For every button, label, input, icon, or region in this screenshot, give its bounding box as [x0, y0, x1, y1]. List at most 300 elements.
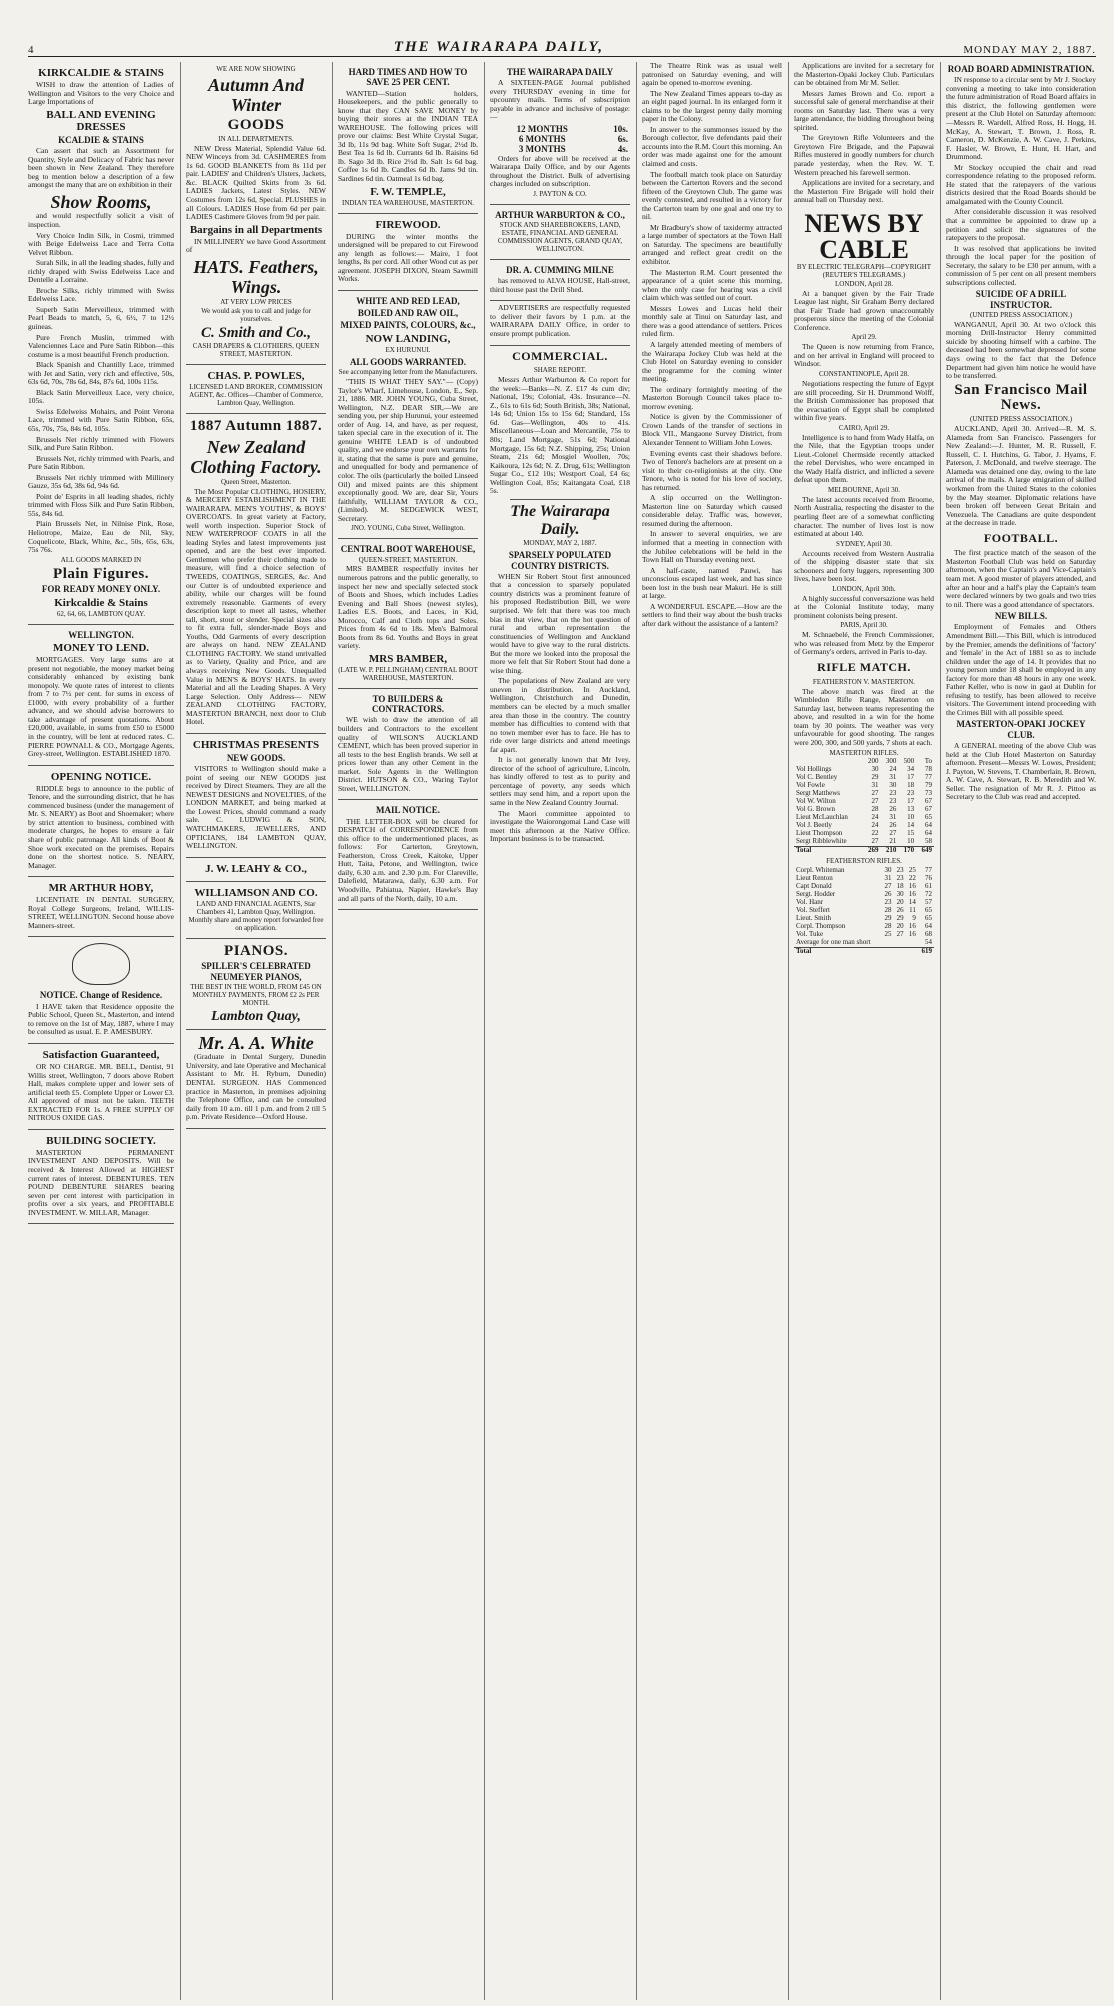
score-cell: 25 — [884, 929, 892, 938]
ad-text: EX HURUNUI. — [385, 345, 431, 354]
score-cell: 210 — [881, 847, 899, 855]
indian-tea-ad — [338, 62, 478, 214]
ad-text: STOCK AND SHAREBROKERS, LAND, ESTATE, FINANCIAL AND GENERAL COMMISSION AGENTS, GRAND QUAY, WELLINGTON. — [497, 221, 623, 254]
ad-subheading: KCALDIE & STAINS — [58, 134, 144, 145]
score-cell: 26 — [889, 805, 897, 814]
news-paragraph: The Masterton R.M. Court presented the appearance of a quiet scene this morning, when the only case for hearing was a civil claim which was settled out of court. — [642, 267, 782, 303]
list-item: Broche Silks, richly trimmed with Swiss Edelweiss Lace. — [28, 285, 174, 304]
ad-text: RIDDLE begs to announce to the public of Tenore, and the surrounding district, that he has commenced business (under the management of Mr. S. NEARY) as Boot and Shoemaker; where by strict attention to business, combined with moderate charges, he hopes to ensure a fair share of public patronage. All kinds of Boot & Shoe work executed on the premises. Repairs done on the shortest notice. S. NEARY, Manager. — [28, 783, 174, 870]
ad-text: See accompanying letter from the Manufacturers. — [338, 368, 478, 377]
article-paragraph: The populations of New Zealand are very uneven in distribution. In Auckland, Wellington, Christchurch and Dunedin, members can be elected by a much smaller area than those in the country. The country member has difficulties to contend with that no town member ever has to face. He has to ride over large districts and attend meetings far apart. — [490, 676, 630, 754]
list-item: Brussels Net, richly trimmed with Pearls, and Pure Satin Ribbon. — [28, 453, 174, 472]
article-paragraph: WHEN Sir Robert Stout first announced that a concession to sparsely populated country districts was a prominent feature of his proposed Redistribution Bill, we were surprised. We felt that there was too much bias in that view, that on the hot question of rural and urban representation the constituencies of Wellington and Auckland would have to give way to the rural districts. But the more we looked into the proposal the more we felt that Sir Robert Stout had done a wise thing. — [490, 571, 630, 675]
news-paragraph: Employment of Females and Others Amendment Bill.—This Bill, which is introduced by the Premier, amends the definitions of 'factory' and 'female' in the Act of 1881 so as to include children under the age of 14. It provides that no young person under 18 shall be employed in any factory for more than 48 hours in any one week. Father Keller, who is now in gaol at Dublin for refusing to testify, has been allowed to receive visitors. The Government intend proceeding with the Crimes Bill with all possible speed. — [946, 622, 1096, 717]
ad-address: QUEEN-STREET, MASTERTON. — [358, 555, 458, 564]
cable-news — [794, 281, 934, 657]
news-paragraph: A largely attended meeting of members of the Wairarapa Jockey Club was held at the Club Hotel on Saturday evening to consider the programme for the coming winter meeting. — [642, 339, 782, 384]
score-cell: 64 — [925, 821, 932, 830]
column-6 — [794, 62, 934, 2000]
dateline: SYDNEY, April 30. — [836, 539, 892, 548]
ad-address: J. PAYTON & CO. — [533, 189, 587, 198]
score-cell: 58 — [925, 837, 932, 846]
rate-price: 4s. — [617, 144, 628, 155]
section-subheading: (UNITED PRESS ASSOCIATION.) — [969, 415, 1073, 424]
score-cell — [881, 939, 893, 947]
ad-heading: Bargains in all Departments — [189, 223, 323, 236]
ad-heading: ARTHUR WARBURTON & CO., — [495, 209, 625, 220]
section-heading: FOOTBALL. — [983, 530, 1059, 545]
score-cell: 17 — [907, 773, 915, 782]
news-paragraph: Notice is given by the Commissioner of Crown Lands of the transfer of sections in Block VII., Mangaone Survey District, from Alexander Tennent to William John Lowes. — [642, 412, 782, 447]
issue-date: MONDAY MAY 2, 1887. — [963, 44, 1096, 56]
score-cell: 65 — [925, 913, 932, 922]
column-header: 500 — [903, 757, 915, 766]
column-rule — [180, 62, 181, 2000]
ad-text: ADVERTISERS are respectfully requested to deliver their favors by 1 p.m. at the WAIRARAPA DAILY Office, in order to ensure prompt publication. — [490, 303, 630, 338]
ad-heading: Satisfaction Guaranteed, — [42, 1048, 160, 1061]
total-row — [794, 847, 934, 855]
score-cell: 30 — [896, 889, 904, 898]
score-cell: 15 — [907, 829, 915, 838]
shooter-name: Sergt Ribblewhite — [796, 837, 847, 846]
clothing-factory-ad — [186, 414, 326, 734]
news-paragraph: The latest accounts received from Broome, North Australia, respecting the disaster to the pearling fleet are of a somewhat conflicting character. The number of lives lost is now estimated at about 140. — [794, 494, 934, 539]
featherston-scores-table — [794, 867, 934, 956]
news-paragraph: WANGANUI, April 30. At two o'clock this morning Drill-Instructor Henry committed suicide by shooting himself with a carbine. The deceased had been somewhat depressed for some days owing to the fact that the Defence Department had given him notice he would have to be transferred. — [946, 319, 1096, 381]
news-paragraph: The Queen is now returning from France, and on her arrival in England will proceed to Windsor. — [794, 342, 934, 369]
masthead — [28, 34, 1096, 57]
score-cell: 20 — [896, 921, 904, 930]
ad-text: VISITORS to Wellington should make a point of seeing our NEW GOODS just received by Direct Steamers. They are all the NEWEST DESIGNS and NOVELTIES, of the LONDON MARKET, and being marked at the Lowest Prices, should command a ready sale. C. LUDWIG & SON, WATCHMAKERS, JEWELLERS, AND OPTICIANS, 184 LAMBTON QUAY, WELLINGTON. — [186, 764, 326, 851]
score-cell: 76 — [925, 874, 932, 883]
score-cell: 29 — [884, 913, 892, 922]
ad-text: AT VERY LOW PRICES — [220, 297, 292, 306]
ad-heading: BOILED AND RAW OIL, — [357, 308, 459, 319]
news-paragraph: The ordinary fortnightly meeting of the Masterton Borough Council takes place to-morrow evening. — [642, 384, 782, 411]
news-paragraph: IN response to a circular sent by Mr J. Stockey convening a meeting to take into consideration the future administration of Road Board affairs in this district, the following gentlemen were present at the Club Hotel on Saturday afternoon:—Messrs R. Wardell, Alfred Ross, H. Hogg, H. McKay, A. Stewart, T. Brown, J. Ross, R. Cameron, D. McKenzie, A. W. Cave, J. Perkins, F. Hasler, W. Brown, E. Hunt, H. Hart, and Drummond. — [946, 75, 1096, 162]
column-rule — [788, 62, 789, 2000]
subscription-ad — [490, 62, 630, 205]
shooter-name: Corpl. Whiteman — [796, 866, 845, 875]
ad-text: LAND AND FINANCIAL AGENTS, Star Chambers 41, Lambton Quay, Wellington. Monthly share and money report forwarded free on application. — [188, 899, 324, 932]
column-header: 300 — [885, 757, 897, 766]
score-cell: 619 — [918, 947, 934, 955]
news-paragraph: Accounts received from Western Australia of the shipping disaster state that six schooners and forty luggers, representing 300 lives, have been lost. — [794, 548, 934, 584]
news-paragraph: After considerable discussion it was resolved that a committee be appointed to draw up a petition and solicit the signatures of the ratepayers to the proposal. — [946, 207, 1096, 243]
score-cell: 64 — [925, 829, 932, 838]
score-cell — [906, 939, 918, 947]
news-paragraph: A half-caste, named Pauwi, has unconscious escaped last week, and has since been lost in the bush near Makuri. He is still at large. — [642, 565, 782, 601]
ad-address: (LATE W. P. PELLINGHAM) CENTRAL BOOT WAREHOUSE, MASTERTON. — [338, 666, 478, 682]
list-item: Pure French Muslin, trimmed with Valenciennes Lace and Pure Satin Ribbon—this costume is a most beautiful French production. — [28, 332, 174, 359]
editorial-masthead: The Wairarapa Daily. — [510, 502, 610, 539]
score-cell: 72 — [925, 889, 932, 898]
score-cell: 23 — [889, 789, 897, 798]
score-cell: 27 — [871, 789, 879, 798]
ad-text: LICENTIATE IN DENTAL SURGERY, Royal College Surgeons, Ireland, WILLIS-STREET, WELLINGTON. Second house above Manners-street. — [28, 895, 174, 930]
score-cell: 26 — [889, 821, 897, 830]
score-cell: 29 — [896, 913, 904, 922]
column-rule — [636, 62, 637, 2000]
ad-heading: MIXED PAINTS, COLOURS, &c., — [340, 320, 476, 331]
score-cell: 30 — [884, 866, 892, 875]
shooter-name: Sergt. Hodder — [796, 889, 836, 898]
score-cell: 31 — [889, 773, 897, 782]
score-cell: 28 — [884, 905, 892, 914]
score-cell: 23 — [896, 874, 904, 883]
ad-heading: MRS BAMBER, — [368, 652, 448, 665]
section-subheading: BY ELECTRIC TELEGRAPH—COPYRIGHT (REUTER'S TELEGRAMS.) — [796, 262, 932, 279]
newspaper-title: THE WAIRARAPA DAILY, — [393, 39, 605, 55]
ad-text: "THIS IS WHAT THEY SAY."— (Copy) Taylor's Wharf, Limehouse, London, E., Sep. 21, 1886. MR. JOHN YOUNG, Cuba Street, Wellington, N.Z. DEAR SIR,—We are sending you, per ship Hurunui, your esteemed order of Aug. 14, and have, as per request, taken special care in the execution of it. The genuine WHITE LEAD is of undoubted quality, and we endorse your own warrants for it, stating that the same is pure and genuine, and unequalled for body and permanence of color. The oils (particularly the boiled Linseed Oil) and mixed paints are this shipment exceptionally good. We are, dear Sir, Yours faithfully, WILLIAM TAYLOR & CO., (Limited). M. SEDGEWICK WEST, Secretary. — [338, 376, 478, 523]
news-paragraph: Intelligence is to hand from Wady Halfa, on the Nile, that the Egyptian troops under Lieut.-Colonel Chermside recently attacked the rebel Dervishes, who were encamped in the Wady Halfa district, and inflicted a severe defeat upon them. — [794, 432, 934, 485]
news-paragraph: The New Zealand Times appears to-day as an eight paged journal. In its enlarged form it claims to be the largest penny daily morning paper in the Colony. — [642, 88, 782, 124]
column-rule — [332, 62, 333, 2000]
news-paragraph: The Greytown Rifle Volunteers and the Greytown Fire Brigade, and the Papawai Rifles mustered in goodly numbers for church parade yesterday, when the Rev. W. T. Western preached his farewell sermon. — [794, 133, 934, 177]
news-paragraph: AUCKLAND, April 30. Arrived—R. M. S. Alameda from San Francisco. Passengers for New Zealand:—J. Hunter, M. R. Russell, F. Russell, C. I. Hutchins, G. Tabor, J. Hyams, F. Paterson, J. McDonald, and twelve steerage. The Alameda was detained one day, owing to the late arrival of the mails. A large emigration of skilled workmen from the United States to the colonies by the May steamer. Diplomatic relations have been broken off between Great Britain and Venezuela. The Canadians are quite despondent at the decrease in trade. — [946, 424, 1096, 528]
score-cell: 27 — [871, 797, 879, 806]
page-number: 4 — [28, 44, 35, 56]
score-cell: 34 — [907, 765, 915, 774]
list-item: Swiss Edelweiss Mohairs, and Point Verona Lace, trimmed with Pure Satin Ribbon, 65s, 65s, 70s, 75s, 84s 6d, 105s. — [28, 406, 174, 433]
ad-text: MRS BAMBER respectfully invites her numerous patrons and the public generally, to inspect her new and specially selected stock of Boots and Shoes, which includes Ladies Evening and Ball Shoes (newest styles), Ladies E.S. Boots, and Laces, in Kid, Morocco, Calf and Cloth tops and Soles. Prices from 4s 6d to 18s. Men's Balmoral Boots from 8s 6d. Youths and Boys in great variety. — [338, 564, 478, 651]
cement-ad — [338, 689, 478, 800]
milne-ad — [490, 260, 630, 301]
opening-notice-ad — [28, 766, 174, 878]
section-heading: COMMERCIAL. — [512, 348, 608, 363]
ad-address: Queen Street, Masterton. — [221, 477, 291, 486]
score-cell: 23 — [907, 789, 915, 798]
score-cell: 170 — [898, 847, 916, 855]
shooter-name: Vol Hollings — [796, 765, 832, 774]
score-cell: 27 — [889, 829, 897, 838]
ad-heading: CHAS. P. POWLES, — [207, 369, 305, 382]
shooter-name: Vol C. Bentley — [796, 773, 838, 782]
score-cell: 23 — [884, 897, 892, 906]
ad-text: WISH to draw the attention of Ladies of Wellington and Visitors to the very Choice and Large Importations of — [28, 80, 174, 107]
white-dentist-ad — [186, 1030, 326, 1129]
ad-text: (Graduate in Dental Surgery, Dunedin University, and late Operative and Mechanical Assistant to Mr. H. Ryburn, Dunedin) DENTAL SURGEON. HAS Commenced practice in Masterton, in premises adjoining the Telephone Office, and can be consulted daily from 10 a.m. till 1 p.m. and from 2 till 5 p.m. Private Residence—Oxford House. — [186, 1052, 326, 1122]
score-cell: 73 — [925, 789, 932, 798]
section-subheading: (UNITED PRESS ASSOCIATION.) — [969, 310, 1073, 319]
ad-heading: CENTRAL BOOT WAREHOUSE, — [340, 544, 476, 555]
ad-heading: F. W. TEMPLE, — [370, 185, 446, 198]
score-cell: 16 — [908, 921, 916, 930]
ad-subheading: FOR READY MONEY ONLY. — [41, 584, 161, 595]
ad-heading: WHITE AND RED LEAD, — [356, 295, 460, 306]
score-cell: 269 — [863, 847, 881, 855]
shooter-name: Lieut Renton — [796, 874, 833, 883]
commercial-section — [490, 350, 630, 496]
score-cell: 24 — [871, 813, 879, 822]
ad-text: WE ARE NOW SHOWING — [216, 65, 296, 73]
ad-display-text: Plain Figures. — [53, 565, 149, 582]
news-paragraph: In answer to the summonses issued by the Borough collector, five defendants paid their accounts into the R.M. Court this morning. An order was made against one for the amount claimed and costs. — [642, 124, 782, 169]
ad-heading: TO BUILDERS & CONTRACTORS. — [371, 693, 445, 715]
shooter-name: Vol. Hanr — [796, 897, 824, 906]
score-cell: 24 — [871, 821, 879, 830]
ad-heading: ALL GOODS WARRANTED. — [349, 356, 467, 367]
mail-notice — [338, 800, 478, 910]
total-row — [794, 947, 934, 955]
score-cell: 649 — [916, 847, 934, 855]
ad-heading: J. W. LEAHY & CO., — [205, 862, 307, 875]
shooter-name: Capt Donald — [796, 882, 832, 890]
column-header: To — [924, 757, 932, 766]
list-item: Black Spanish and Chantilly Lace, trimmed with Jet and Satin, very rich and effective, 50s, 63s 6d, 70s, 78s 6d, 84s, 87s 6d, 100s 115s. — [28, 360, 174, 387]
dateline: LONDON, April 30th. — [832, 584, 896, 593]
ad-text: LICENSED LAND BROKER, COMMISSION AGENT, &c. Offices—Chamber of Commerce, Lambton Quay, Wellington. — [189, 382, 323, 407]
ad-display-text: Show Rooms, — [50, 191, 152, 212]
section-subheading: FEATHERSTON V. MASTERTON. — [812, 677, 916, 686]
score-cell: 27 — [896, 929, 904, 938]
news-paragraph: The Theatre Rink was as usual well patronised on Saturday evening, and will again be opened to-morrow evening. — [642, 62, 782, 88]
article-paragraph: The Maori committee appointed to investigate the Waiorongomai Land Case will meet this afternoon at the Native Office. Important business is to be transacted. — [490, 808, 630, 844]
news-paragraph: M. Schnaebelé, the French Commissioner, who was released from Metz by the Emperor of Germany's orders, arrived in Paris to-day. — [794, 630, 934, 657]
score-cell: 17 — [907, 797, 915, 806]
score-cell: 24 — [889, 765, 897, 774]
news-paragraph: Mr Stockey occupied the chair and read correspondence relating to the proposed reform. He stated that the ratepayers of the various districts desired that the Road Boards should be amalgamated with the County Council. — [946, 162, 1096, 206]
shooter-name: Lieut Thompson — [796, 829, 843, 838]
section-heading: ROAD BOARD ADMINISTRATION. — [947, 64, 1095, 74]
ad-text: We would ask you to call and judge for yourselves. — [201, 306, 311, 323]
table-title: FEATHERSTON RIFLES. — [826, 857, 902, 866]
score-cell: 23 — [889, 797, 897, 806]
news-paragraph: In answer to several enquiries, we are informed that a meeting in connection with the Jubilee celebrations will be held in the Town Hall on Thursday evening next. — [642, 529, 782, 565]
shooter-name: Vol J. Beetly — [796, 821, 832, 830]
change-residence-ad — [28, 937, 174, 1043]
score-cell: 18 — [907, 781, 915, 790]
shooter-name: Total — [794, 847, 863, 855]
news-paragraph: A WONDERFUL ESCAPE.—How are the settlers to find their way about the bush tracks after dark without the assistance of a lantern? — [642, 601, 782, 628]
score-cell: 21 — [889, 837, 897, 846]
fabric-list — [28, 232, 174, 555]
list-item: Point de' Esprits in all leading shades, richly trimmed with Floss Silk and Pure Satin Ribbon, 55s, 84s 6d. — [28, 491, 174, 518]
ad-heading: MR ARTHUR HOBY, — [48, 882, 154, 895]
ad-display-text: HATS. Feathers, Wings. — [193, 256, 319, 298]
score-cell: 29 — [871, 773, 879, 782]
building-society-ad — [28, 1130, 174, 1224]
score-cell: 30 — [889, 781, 897, 790]
rate-price: 6s. — [617, 134, 628, 145]
ad-text: IN ALL DEPARTMENTS. — [218, 134, 294, 143]
shooter-name: Vol W. Wilton — [796, 797, 836, 806]
ad-heading: NOW LANDING, — [365, 332, 451, 345]
news-paragraph: The above match was fired at the Wimbledon Rifle Range, Masterton on Saturday last, between teams representing the above, and resulted in a win for the home team by 30 points. The weather was very unfavourable for good shooting. The ranges were 200, 300, and 500 yards, 7 shots at each. — [794, 686, 934, 747]
warburton-ad — [490, 205, 630, 260]
ad-text: ALL GOODS MARKED IN — [60, 555, 142, 564]
list-item: Brussels Net richly trimmed with Flowers Silk, and Pure Satin Ribbon. — [28, 434, 174, 453]
ad-display-text: Autumn And Winter — [208, 74, 304, 116]
ad-heading: BUILDING SOCIETY. — [46, 1134, 156, 1147]
ad-display-text: C. Smith and Co., — [200, 324, 312, 341]
ad-heading: PIANOS. — [224, 942, 288, 959]
ad-text: DURING the winter months the undersigned will be prepared to cut Firewood any length as follows:— Maire, 1 foot lengths, 8s per cord. All other Wood cut as per agreement. JOSEPH DIXON, Steam Sawmill Works. — [338, 231, 478, 284]
ad-heading: KIRKCALDIE & STAINS — [38, 67, 164, 79]
score-cell: 26 — [896, 905, 904, 914]
score-cell: 25 — [908, 866, 916, 875]
score-cell: 16 — [908, 889, 916, 898]
ad-text: A SIXTEEN-PAGE Journal published every THURSDAY evening in time for upcountry mails. Terms of subscription payable in advance and inclusive of postage:— — [490, 78, 630, 122]
news-paragraph: The football match took place on Saturday between the Carterton Rovers and the second fifteen of the Greytown Club. The game was evenly contested, and resulted in a victory for the Carterton team by one goal and one try to nil. — [642, 169, 782, 222]
news-paragraph: Applications are invited for a secretary, and the Masterton Fire Brigade will hold their annual ball on Thursday next. — [794, 178, 934, 205]
rate-period: 6 MONTHS — [518, 134, 566, 145]
list-item: Plain Brussels Net, in Nilnise Pink, Rose, Heliotrope, Maize, Eau de Nil, Sky, Coquelicote, Black, White, &c., 50s, 65s, 63s, 75s 76s. — [28, 519, 174, 555]
score-cell: 13 — [907, 805, 915, 814]
shooter-name: Sergt Matthews — [796, 789, 841, 798]
dateline: April 29. — [851, 333, 877, 342]
score-cell: 77 — [925, 866, 932, 875]
score-cell: 67 — [925, 797, 932, 806]
score-cell: 67 — [925, 805, 932, 814]
section-heading: RIFLE MATCH. — [817, 660, 911, 675]
table-row — [794, 939, 934, 947]
shooter-name: Corpl. Thompson — [796, 921, 846, 930]
leahy-ad — [186, 858, 326, 882]
ad-heading: GOODS — [227, 117, 285, 133]
section-heading: MASTERTON-OPAKI JOCKEY CLUB. — [956, 719, 1086, 740]
news-paragraph: At a banquet given by the Fair Trade League last night, Sir Graham Berry declared that Fair Trade had grown unaccountably prosperous since the meeting of the Colonial Conference. — [794, 288, 934, 332]
ad-heading: DR. A. CUMMING MILNE — [506, 265, 614, 276]
list-item: Superb Satin Merveilleux, trimmed with Pearl Beads to match, 5, 6, 6½, 7 to 12½ guineas. — [28, 304, 174, 331]
score-cell: 26 — [884, 889, 892, 898]
column-7 — [946, 62, 1096, 2000]
shooter-name: Lieut. Smith — [796, 913, 831, 922]
score-cell: 28 — [871, 805, 879, 814]
rate-period: 12 MONTHS — [516, 123, 568, 134]
ad-text: Orders for above will be received at the Wairarapa Daily Office, and by our Agents throughout the District. Bulk of advertising charges included on subscription. — [490, 153, 630, 189]
column-1 — [28, 62, 174, 2000]
score-cell: 10 — [907, 813, 915, 822]
ad-text: I HAVE taken that Residence opposite the Public School, Queen St., Masterton, and intend to remove on the 1st of May, 1887, where I may be consulted as usual. E. P. AMESBURY. — [28, 1001, 174, 1037]
ad-address: 62, 64, 66, LAMBTON QUAY. — [56, 609, 146, 618]
section-subheading: SHARE REPORT. — [533, 366, 587, 375]
score-cell: 14 — [908, 897, 916, 906]
score-cell: 61 — [925, 882, 932, 890]
ad-address: INDIAN TEA WAREHOUSE, MASTERTON. — [342, 198, 474, 207]
ad-text: WE wish to draw the attention of all builders and Contractors to the excellent quality of WILSON'S AUCKLAND CEMENT, which has been proved superior in all tests to the best English brands. We sell at prices lower than any other Cement in the market. Sole Agents in the Wellington District. HUTSON & CO., Waring Taylor Street, WELLINGTON. — [338, 715, 478, 793]
ad-text: NEW Dress Material, Splendid Value 6d. NEW Winceys from 3d. CASHMERES from 1s 6d. GOOD BLANKETS from 8s 11d per pair. LADIES' and Children's Ulsters, Jackets, &c. BLACK Quilted Skirts from 3s 6d. LADIES Jackets, Latest Styles. NEW Costumes from 12s 6d, Special. PLUSHES in all Colours. LADIES Hose from 6d per pair. LADIES Cashmere Gloves from 9d per pair. — [186, 143, 326, 222]
score-cell: 78 — [925, 765, 932, 774]
score-cell — [881, 947, 893, 955]
news-paragraph: A highly successful conversazione was held at the Colonial Institute today, many prominent colonists being present. — [794, 593, 934, 620]
score-cell: 65 — [925, 905, 932, 914]
news-paragraph: Evening events cast their shadows before. Two of Tenore's bachelors are at present on a visit to their co-religionists at the city. One Tenore, who is noted for his love of society, has returned. — [642, 448, 782, 492]
table-row — [490, 134, 630, 144]
column-header: 200 — [868, 757, 879, 766]
rate-price: 10s. — [613, 123, 628, 134]
score-cell: 10 — [907, 837, 915, 846]
ad-display-text: Lambton Quay, — [211, 1008, 301, 1024]
ad-heading: WILLIAMSON AND CO. — [194, 886, 318, 899]
score-cell: 18 — [896, 882, 904, 890]
pianos-ad — [186, 939, 326, 1030]
dateline: LONDON, April 28. — [835, 279, 893, 288]
powles-ad — [186, 365, 326, 414]
score-cell: 9 — [912, 913, 916, 922]
smith-drapers-ad — [186, 62, 326, 365]
score-cell: 16 — [908, 929, 916, 938]
ad-heading: MONEY TO LEND. — [52, 641, 150, 654]
dateline: CONSTANTINOPLE, April 28. — [818, 370, 910, 378]
score-cell: 31 — [889, 813, 897, 822]
masterton-scores-table — [794, 758, 934, 855]
ad-text: MORTGAGES. Very large sums are at present not negotiable, the money market being considerably enhanced by existing bank monopoly. We quote rates of interest to clients from 7 to 7½ per cent. for sums in excess of £1000, with every probability of a further advance, and we should advise borrowers to take advantage of present quotations. About £20,000, available, in sums from £50 to £5000 in the country, will be lent at reduced rates. C. PIERRE POWNALL & CO., Mortgage Agents, Grey-street, Wellington. ESTABLISHED 1870. — [28, 655, 174, 759]
ad-heading: OPENING NOTICE. — [50, 770, 152, 783]
dateline: MELBOURNE, April 30. — [828, 485, 900, 494]
news-paragraph: It was resolved that applications be invited through the local paper for the position of Secretary, the salary to be £30 per annum, with a commission of 5 per cent on all present members subscriptions collected. — [946, 243, 1096, 287]
ad-heading: BALL AND EVENING DRESSES — [46, 108, 156, 133]
score-cell: 68 — [925, 929, 932, 938]
score-cell: 30 — [871, 765, 879, 774]
score-cell: 23 — [896, 866, 904, 875]
ad-heading: NOTICE. Change of Residence. — [39, 990, 163, 1001]
score-cell: 27 — [884, 882, 892, 890]
shooter-name: Vol. Tuke — [796, 929, 824, 938]
crest-icon — [28, 940, 174, 988]
score-cell: 22 — [908, 874, 916, 883]
section-heading: NEW BILLS. — [994, 611, 1048, 622]
ad-heading: HARD TIMES AND HOW TO SAVE 25 PER CENT. — [348, 67, 468, 88]
advertisers-notice — [490, 301, 630, 345]
score-cell: 20 — [896, 897, 904, 906]
news-paragraph: A slip occurred on the Wellington-Masterton line on Saturday which caused considerable delay. Traffic was, however, resumed during the afternoon. — [642, 493, 782, 528]
score-cell: 28 — [884, 921, 892, 930]
hoby-ad — [28, 877, 174, 937]
score-cell: 31 — [871, 781, 879, 790]
news-paragraph: A GENERAL meeting of the above Club was held at the Club Hotel Masterton on Saturday afternoon. Present—Messrs W. Lowes, President; J. Payton, W. Stevens, T. Chamberlain, R. Brown, A. W. Cave, A. Stewart, R. B. Meredith and W. Seller. The resignation of Mr R. J. Pittoo as Secretary to the Club was read and accepted. — [946, 740, 1096, 802]
score-cell: 57 — [925, 897, 932, 906]
score-cell: 27 — [871, 837, 879, 846]
column-rule — [484, 62, 485, 2000]
ad-text: OR NO CHARGE. MR. BELL, Dentist, 91 Willis street, Wellington, 7 doors above Robert Hall, makes complete upper and lower sets of artificial teeth £5. Complete Upper or Lower £3. All approved of must not be taken. TEETH EXTRACTED FOR 1s. A FREE SUPPLY OF NITROUS OXIDE GAS. — [28, 1061, 174, 1123]
ad-subheading: NEW GOODS. — [226, 752, 286, 763]
score-cell: 79 — [925, 781, 932, 790]
score-cell — [893, 947, 905, 955]
score-cell — [906, 947, 918, 955]
ad-text: IN MILLINERY we have Good Assortment of — [186, 236, 326, 255]
ad-text: THE BEST IN THE WORLD, FROM £45 ON MONTHLY PAYMENTS, FROM £2 2s PER MONTH. — [190, 982, 322, 1007]
ad-subheading: SPILLER'S CELEBRATED NEUMEYER PIANOS, — [201, 961, 311, 982]
shooter-name: Vol G. Brown — [796, 805, 835, 814]
ad-text: THE LETTER-BOX will be cleared for DESPATCH of CORRESPONDENCE from this office to the undermentioned places, as follows: For Carterton, Greytown, Featherston, Cross Creek, Kaitoke, Upper Hutt, Taita, Petone, and Wellington, twice daily, 6.30 a.m. and 2.30 p.m. For Clareville, Dalefield, Matarawa, daily, 6.30 a.m. For Woodville, Pahiatua, Napier, Hawke's Bay and all parts of the North, daily, 10 a.m. — [338, 816, 478, 903]
ad-display-text: Mr. A. A. White — [198, 1032, 314, 1053]
news-paragraph: Applications are invited for a secretary for the Masterton-Opaki Jockey Club. Particulars can be obtained from Mr M. Seller. — [794, 62, 934, 88]
ad-heading: THE WAIRARAPA DAILY — [506, 67, 614, 77]
news-paragraph: Mr Bradbury's show of taxidermy attracted a large number of spectators at the Town Hall on Saturday. The specimens are beautifully arranged and reflect great credit on the exhibitor. — [642, 222, 782, 267]
ad-display-text: New Zealand Clothing Factory. — [190, 436, 322, 478]
score-cell: 16 — [908, 882, 916, 890]
shooter-name: Vol. Steffert — [796, 905, 830, 914]
paints-ad — [338, 291, 478, 539]
list-item: Very Choice Indin Silk, in Cosmi, trimmed with Beige Edelweiss Lace and Terra Cotta Velvet Ribbon. — [28, 230, 174, 257]
ad-address: JNO. YOUNG, Cuba Street, Wellington. — [351, 524, 465, 533]
ad-address: CASH DRAPERS & CLOTHIERS, QUEEN STREET, MASTERTON. — [192, 341, 320, 358]
news-paragraph: Negotiations respecting the future of Egypt are still proceeding. Sir H. Drummond Wolff, the British Commissioner has proposed that the evacuation of Egypt shall be completed within five years. — [794, 378, 934, 423]
news-paragraph: Messrs Lowes and Lucas held their monthly sale at Tinui on Saturday last, and there was a good attendance of settlers. Prices ruled firm. — [642, 303, 782, 339]
score-cell: 65 — [925, 813, 932, 822]
score-cell: 31 — [884, 874, 892, 883]
ad-heading: MAIL NOTICE. — [375, 805, 440, 816]
ad-text: MASTERTON PERMANENT INVESTMENT AND DEPOSITS. Will be received & Interest Allowed at HIGHEST current rates of interest. DEBENTURES. TEN POUND DEBENTURE SHARES bearing seven per cent interest with participation in profits over a six years, and PROFITABLE INVESTMENT. W. MILLAR, Manager. — [28, 1147, 174, 1217]
ad-text: has removed to ALVA HOUSE, Hall-street, third house past the Drill Shed. — [490, 276, 630, 294]
ad-heading: FIREWOOD. — [375, 218, 441, 231]
score-cell: 77 — [925, 773, 932, 782]
column-4 — [490, 62, 630, 2000]
section-heading: San Francisco Mail News. — [954, 381, 1088, 414]
score-cell: 14 — [907, 821, 915, 830]
score-cell — [893, 939, 905, 947]
